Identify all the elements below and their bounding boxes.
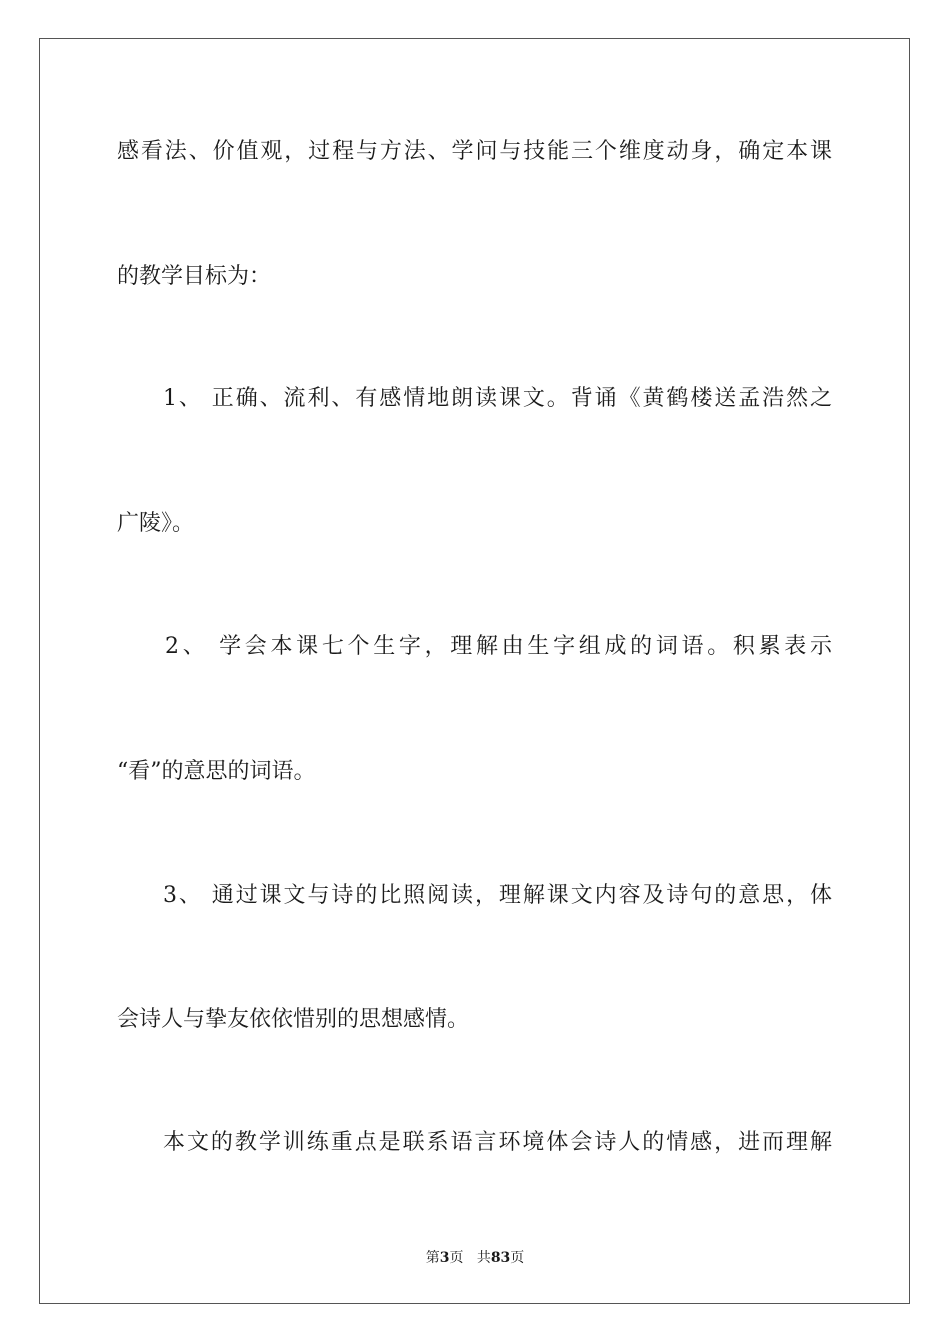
page-border: [39, 38, 910, 1304]
footer-total-suffix: 页: [510, 1250, 525, 1266]
footer-page-suffix: 页: [449, 1250, 464, 1266]
text-line-2: 的教学目标为：: [117, 264, 272, 289]
list-item-1-line-2: 广陵》。: [117, 511, 195, 536]
list-item-3-line-1: 3、 通过课文与诗的比照阅读，理解课文内容及诗句的意思，体: [163, 883, 832, 908]
footer-total-prefix: 共: [476, 1250, 491, 1266]
footer-total-pages: 83: [490, 1250, 511, 1266]
text-line-1: 感看法、价值观，过程与方法、学问与技能三个维度动身，确定本课: [117, 139, 832, 164]
footer-page-number: 3: [439, 1250, 450, 1266]
list-item-2-line-1: 2、 学会本课七个生字，理解由生字组成的词语。积累表示: [165, 634, 832, 659]
list-item-3-line-2: 会诗人与挚友依依惜别的思想感情。: [117, 1007, 470, 1032]
list-item-1-line-1: 1、 正确、流利、有感情地朗读课文。背诵《黄鹤楼送孟浩然之: [163, 386, 832, 411]
list-item-2-line-2: “看”的意思的词语。: [117, 759, 316, 784]
footer-page-prefix: 第: [425, 1250, 440, 1266]
page-footer: [0, 1248, 950, 1268]
paragraph-line-1: 本文的教学训练重点是联系语言环境体会诗人的情感，进而理解: [163, 1130, 832, 1155]
